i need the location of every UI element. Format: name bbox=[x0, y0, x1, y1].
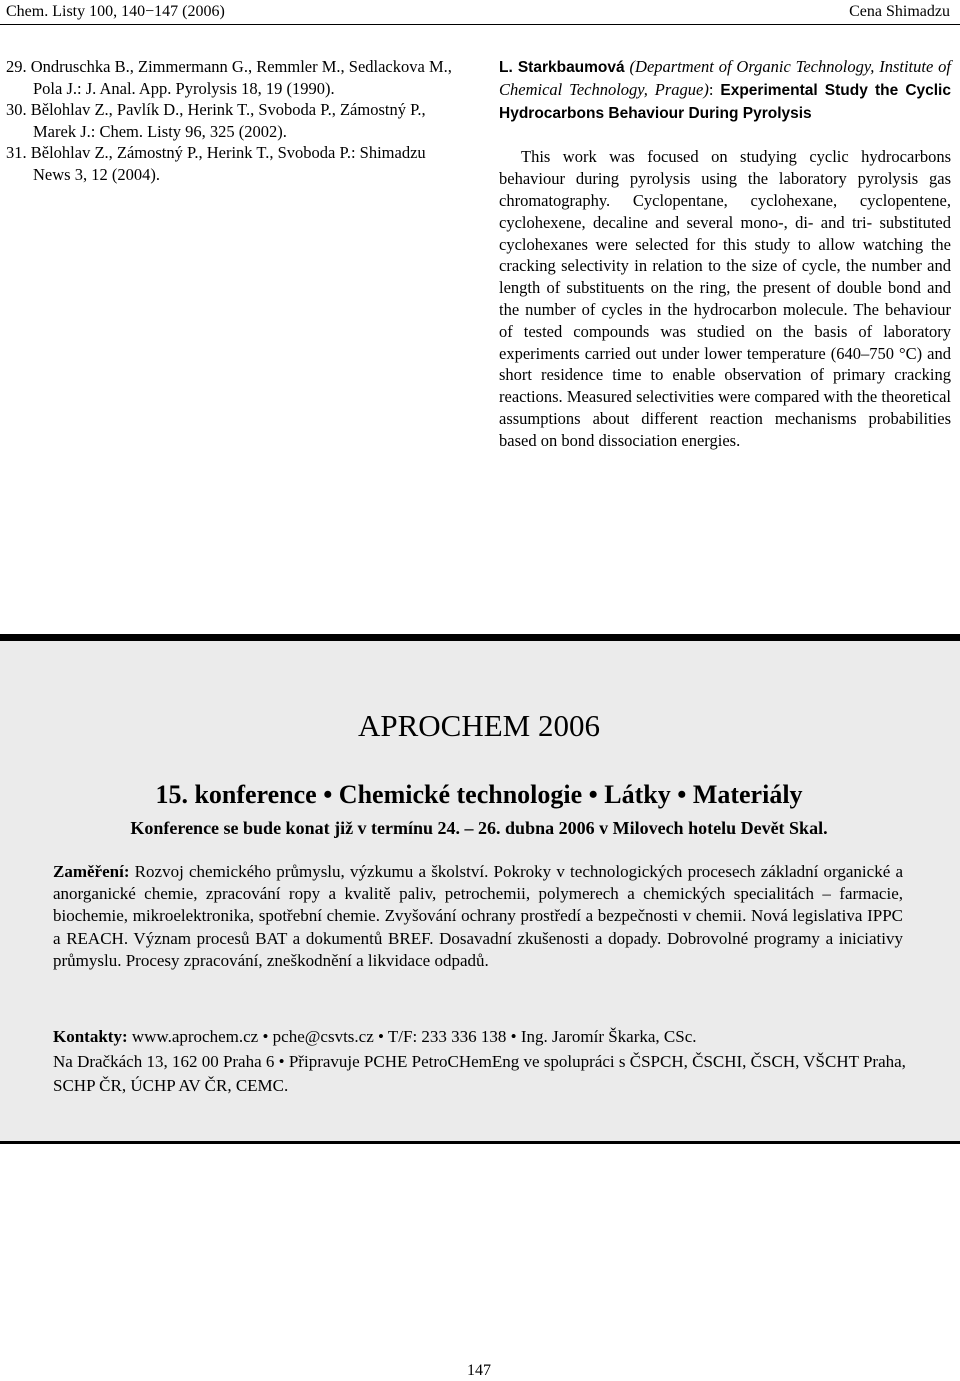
abstract bbox=[499, 56, 951, 452]
abstract-heading bbox=[499, 56, 951, 124]
conference-announcement bbox=[0, 634, 960, 1144]
reference-30: 30. Bělohlav Z., Pavlík D., Herink T., Svoboda P., Zámostný P., Marek J.: Chem. Listy 96, 325 (2002). bbox=[6, 100, 426, 141]
running-header-section: Cena Shimadzu bbox=[849, 3, 950, 20]
announcement-date-line: Konference se bude konat již v termínu 24. – 26. dubna 2006 v Milovech hotelu Devět Skal. bbox=[130, 818, 828, 838]
abstract-author: L. Starkbaumová bbox=[499, 59, 625, 76]
contacts-label: Kontakty: bbox=[53, 1027, 128, 1046]
announcement-contacts bbox=[53, 1025, 923, 1099]
announcement-subtitle: 15. konference • Chemické technologie • Látky • Materiály bbox=[155, 780, 803, 809]
announcement-focus bbox=[53, 861, 903, 972]
focus-label: Zaměření: bbox=[53, 862, 130, 881]
abstract-affiliation: (Department of Organic Technology, Institute of Chemical Technology, Prague) bbox=[499, 57, 952, 99]
running-header-journal: Chem. Listy 100, 140−147 (2006) bbox=[6, 3, 225, 20]
abstract-title: Experimental Study the Cyclic Hydrocarbons Behaviour During Pyrolysis bbox=[499, 81, 951, 122]
focus-text: Rozvoj chemického průmyslu, výzkumu a školství. Pokroky v technologických procesech základní organické a anorganické chemie, zpracování ropy a kvalitě paliv, petrochemii, polymerech a chemických specialitách – farmacie, biochemie, mikroelektronika, spotřební chemie. Zvyšování ochrany prostředí a bezpečnosti v chemii. Nová legislativa IPPC a REACH. Význam procesů BAT a dokumentů BREF. Dosavadní zkušenosti a dopady. Dobrovolné programy a iniciativy průmyslu. Procesy zpracování, zneškodnění a likvidace odpadů. bbox=[53, 862, 903, 970]
header-rule bbox=[0, 24, 960, 25]
announcement-title: APROCHEM 2006 bbox=[357, 708, 600, 743]
abstract-separator: : bbox=[708, 79, 714, 99]
abstract-body: This work was focused on studying cyclic hydrocarbons behaviour during pyrolysis using the laboratory pyrolysis gas chromatography. Cyclopentane, cyclohexane, cyclopentene, cyclohexene, decaline and several mono-, di- and tri- substituted cyclohexanes were selected for this study to allow watching the cracking selectivity in relation to the size of cycle, the number and length of substituents on the ring, the present of double bond and the number of cycles in the hydrocarbon molecule. The behaviour of tested compounds was studied on the basis of laboratory experiments carried out under lower temperature (640–750 °C) and short residence time to enable observation of primary cracking reactions. Measured selectivities were compared with the theoretical assumptions about different reaction mechanisms probabilities based on bond dissociation energies. bbox=[499, 147, 951, 450]
page-number: 147 bbox=[467, 1362, 491, 1379]
contacts-line-2: Na Dračkách 13, 162 00 Praha 6 • Připravuje PCHE PetroCHemEng ve spolupráci s ČSPCH, ČSCHI, ČSCH, VŠCHT Praha, SCHP ČR, ÚCHP AV ČR, CEMC. bbox=[53, 1051, 906, 1095]
reference-29: 29. Ondruschka B., Zimmermann G., Remmler M., Sedlackova M., Pola J.: J. Anal. App. Pyrolysis 18, 19 (1990). bbox=[6, 57, 452, 98]
reference-list bbox=[6, 56, 461, 185]
contacts-line-1: www.aprochem.cz • pche@csvts.cz • T/F: 233 336 138 • Ing. Jaromír Škarka, CSc. bbox=[127, 1027, 697, 1046]
reference-31: 31. Bělohlav Z., Zámostný P., Herink T., Svoboda P.: Shimadzu News 3, 12 (2004). bbox=[6, 143, 426, 184]
